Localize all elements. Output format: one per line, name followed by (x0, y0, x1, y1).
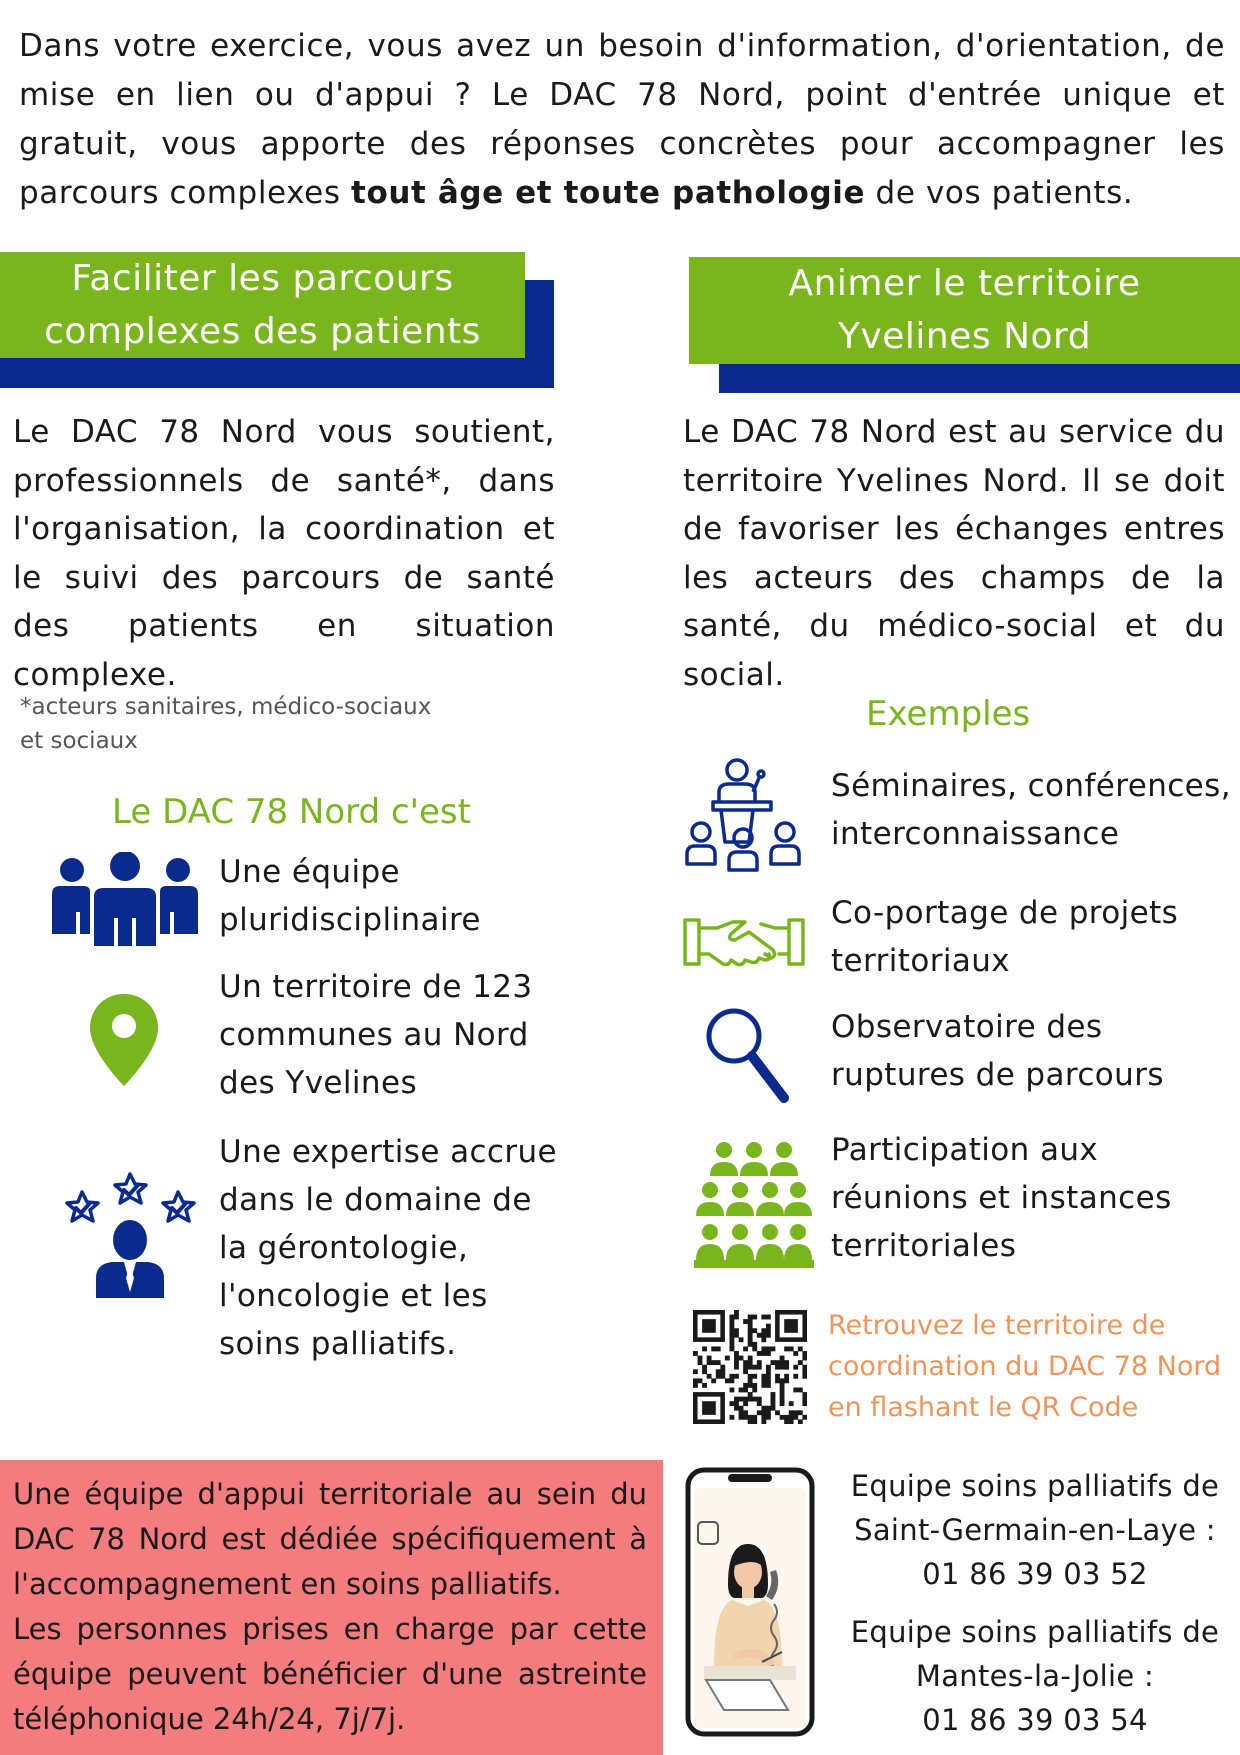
left-banner-line2: complexes des patients (44, 311, 481, 352)
item-observatory-line1: Observatoire des (831, 1009, 1103, 1045)
item-expertise-line4: l'oncologie et les (219, 1278, 488, 1314)
item-team (219, 848, 481, 944)
contact-mantes-line2: Mantes-la-Jolie : (915, 1659, 1155, 1693)
item-coportage-line2: territoriaux (831, 943, 1011, 979)
contact-mantes (830, 1610, 1240, 1742)
magnifier-icon (704, 1006, 790, 1104)
location-pin-icon (88, 992, 160, 1088)
right-banner-line1: Animer le territoire (788, 263, 1141, 304)
left-banner (0, 252, 525, 358)
item-territory (219, 963, 532, 1107)
handshake-icon (683, 914, 805, 970)
qr-caption-line2: coordination du DAC 78 Nord (828, 1351, 1222, 1382)
palliative-text (13, 1472, 647, 1742)
item-seminars-line2: interconnaissance (831, 816, 1120, 852)
intro-paragraph (19, 22, 1225, 218)
left-paragraph: Le DAC 78 Nord vous soutient, professionnels de santé*, dans l'organisation, la coordination et le suivi des parcours de santé des patients en situation complexe. (13, 414, 555, 693)
right-banner-line2: Yvelines Nord (837, 316, 1092, 357)
item-team-line1: Une équipe (219, 854, 401, 890)
footnote (20, 690, 431, 758)
contact-mantes-phone[interactable]: 01 86 39 03 54 (922, 1703, 1148, 1737)
item-participation-line1: Participation aux (831, 1132, 1099, 1168)
item-territory-line1: Un territoire de 123 (219, 969, 533, 1005)
item-observatory (831, 1003, 1164, 1099)
contact-saint-germain-phone[interactable]: 01 86 39 03 52 (922, 1557, 1148, 1591)
item-participation (831, 1126, 1172, 1270)
left-subheading: Le DAC 78 Nord c'est (112, 792, 471, 832)
footnote-line2: et sociaux (20, 728, 138, 754)
item-coportage (831, 889, 1178, 985)
item-expertise-line1: Une expertise accrue (219, 1134, 558, 1170)
item-seminars-line1: Séminaires, conférences, (831, 768, 1231, 804)
qr-caption-line3: en flashant le QR Code (828, 1392, 1139, 1423)
intro-text-before: Dans votre exercice, vous avez un besoin d'information, d'orientation, de mise en lien ou d'appui ? Le DAC 78 Nord, point d'entrée unique et gratuit, vous apporte des réponses concrètes pour accompagner les parcours complexes (19, 28, 1225, 211)
item-team-line2: pluridisciplinaire (219, 902, 481, 938)
qr-caption (828, 1305, 1221, 1428)
intro-text-after: de vos patients. (865, 175, 1134, 211)
item-territory-line2: communes au Nord (219, 1017, 529, 1053)
left-banner-line1: Faciliter les parcours (71, 258, 454, 299)
contact-saint-germain (830, 1464, 1240, 1596)
item-participation-line2: réunions et instances (831, 1180, 1172, 1216)
contact-mantes-line1: Equipe soins palliatifs de (850, 1615, 1220, 1649)
item-territory-line3: des Yvelines (219, 1065, 418, 1101)
footnote-line1: *acteurs sanitaires, médico-sociaux (20, 694, 432, 720)
conference-icon (683, 756, 803, 876)
item-expertise (219, 1128, 557, 1368)
contact-saint-germain-line1: Equipe soins palliatifs de (850, 1469, 1220, 1503)
item-expertise-line2: dans le domaine de (219, 1182, 532, 1218)
item-expertise-line3: la gérontologie, (219, 1230, 469, 1266)
right-banner (689, 257, 1240, 364)
qr-caption-line1: Retrouvez le territoire de (828, 1310, 1166, 1341)
item-coportage-line1: Co-portage de projets (831, 895, 1179, 931)
item-observatory-line2: ruptures de parcours (831, 1057, 1164, 1093)
contact-saint-germain-line2: Saint-Germain-en-Laye : (854, 1513, 1216, 1547)
item-participation-line3: territoriales (831, 1228, 1017, 1264)
qr-code[interactable] (693, 1310, 807, 1424)
palliative-line2: Les personnes prises en charge par cette équipe peuvent bénéficier d'une astreinte téléphonique 24h/24, 7j/7j. (13, 1612, 647, 1736)
right-paragraph: Le DAC 78 Nord est au service du territoire Yvelines Nord. Il se doit de favoriser les échanges entres les acteurs des champs de la santé, du médico-social et du social. (683, 414, 1225, 693)
phone-illustration (684, 1466, 816, 1738)
intro-text-bold: tout âge et toute pathologie (351, 175, 866, 211)
palliative-line1: Une équipe d'appui territoriale au sein du DAC 78 Nord est dédiée spécifiquement à l'accompagnement en soins palliatifs. (13, 1477, 647, 1601)
item-seminars (831, 762, 1231, 858)
team-icon (50, 852, 200, 948)
audience-icon (692, 1140, 816, 1270)
right-subheading: Exemples (866, 694, 1031, 734)
expert-stars-icon (62, 1166, 198, 1300)
item-expertise-line5: soins palliatifs. (219, 1326, 457, 1362)
